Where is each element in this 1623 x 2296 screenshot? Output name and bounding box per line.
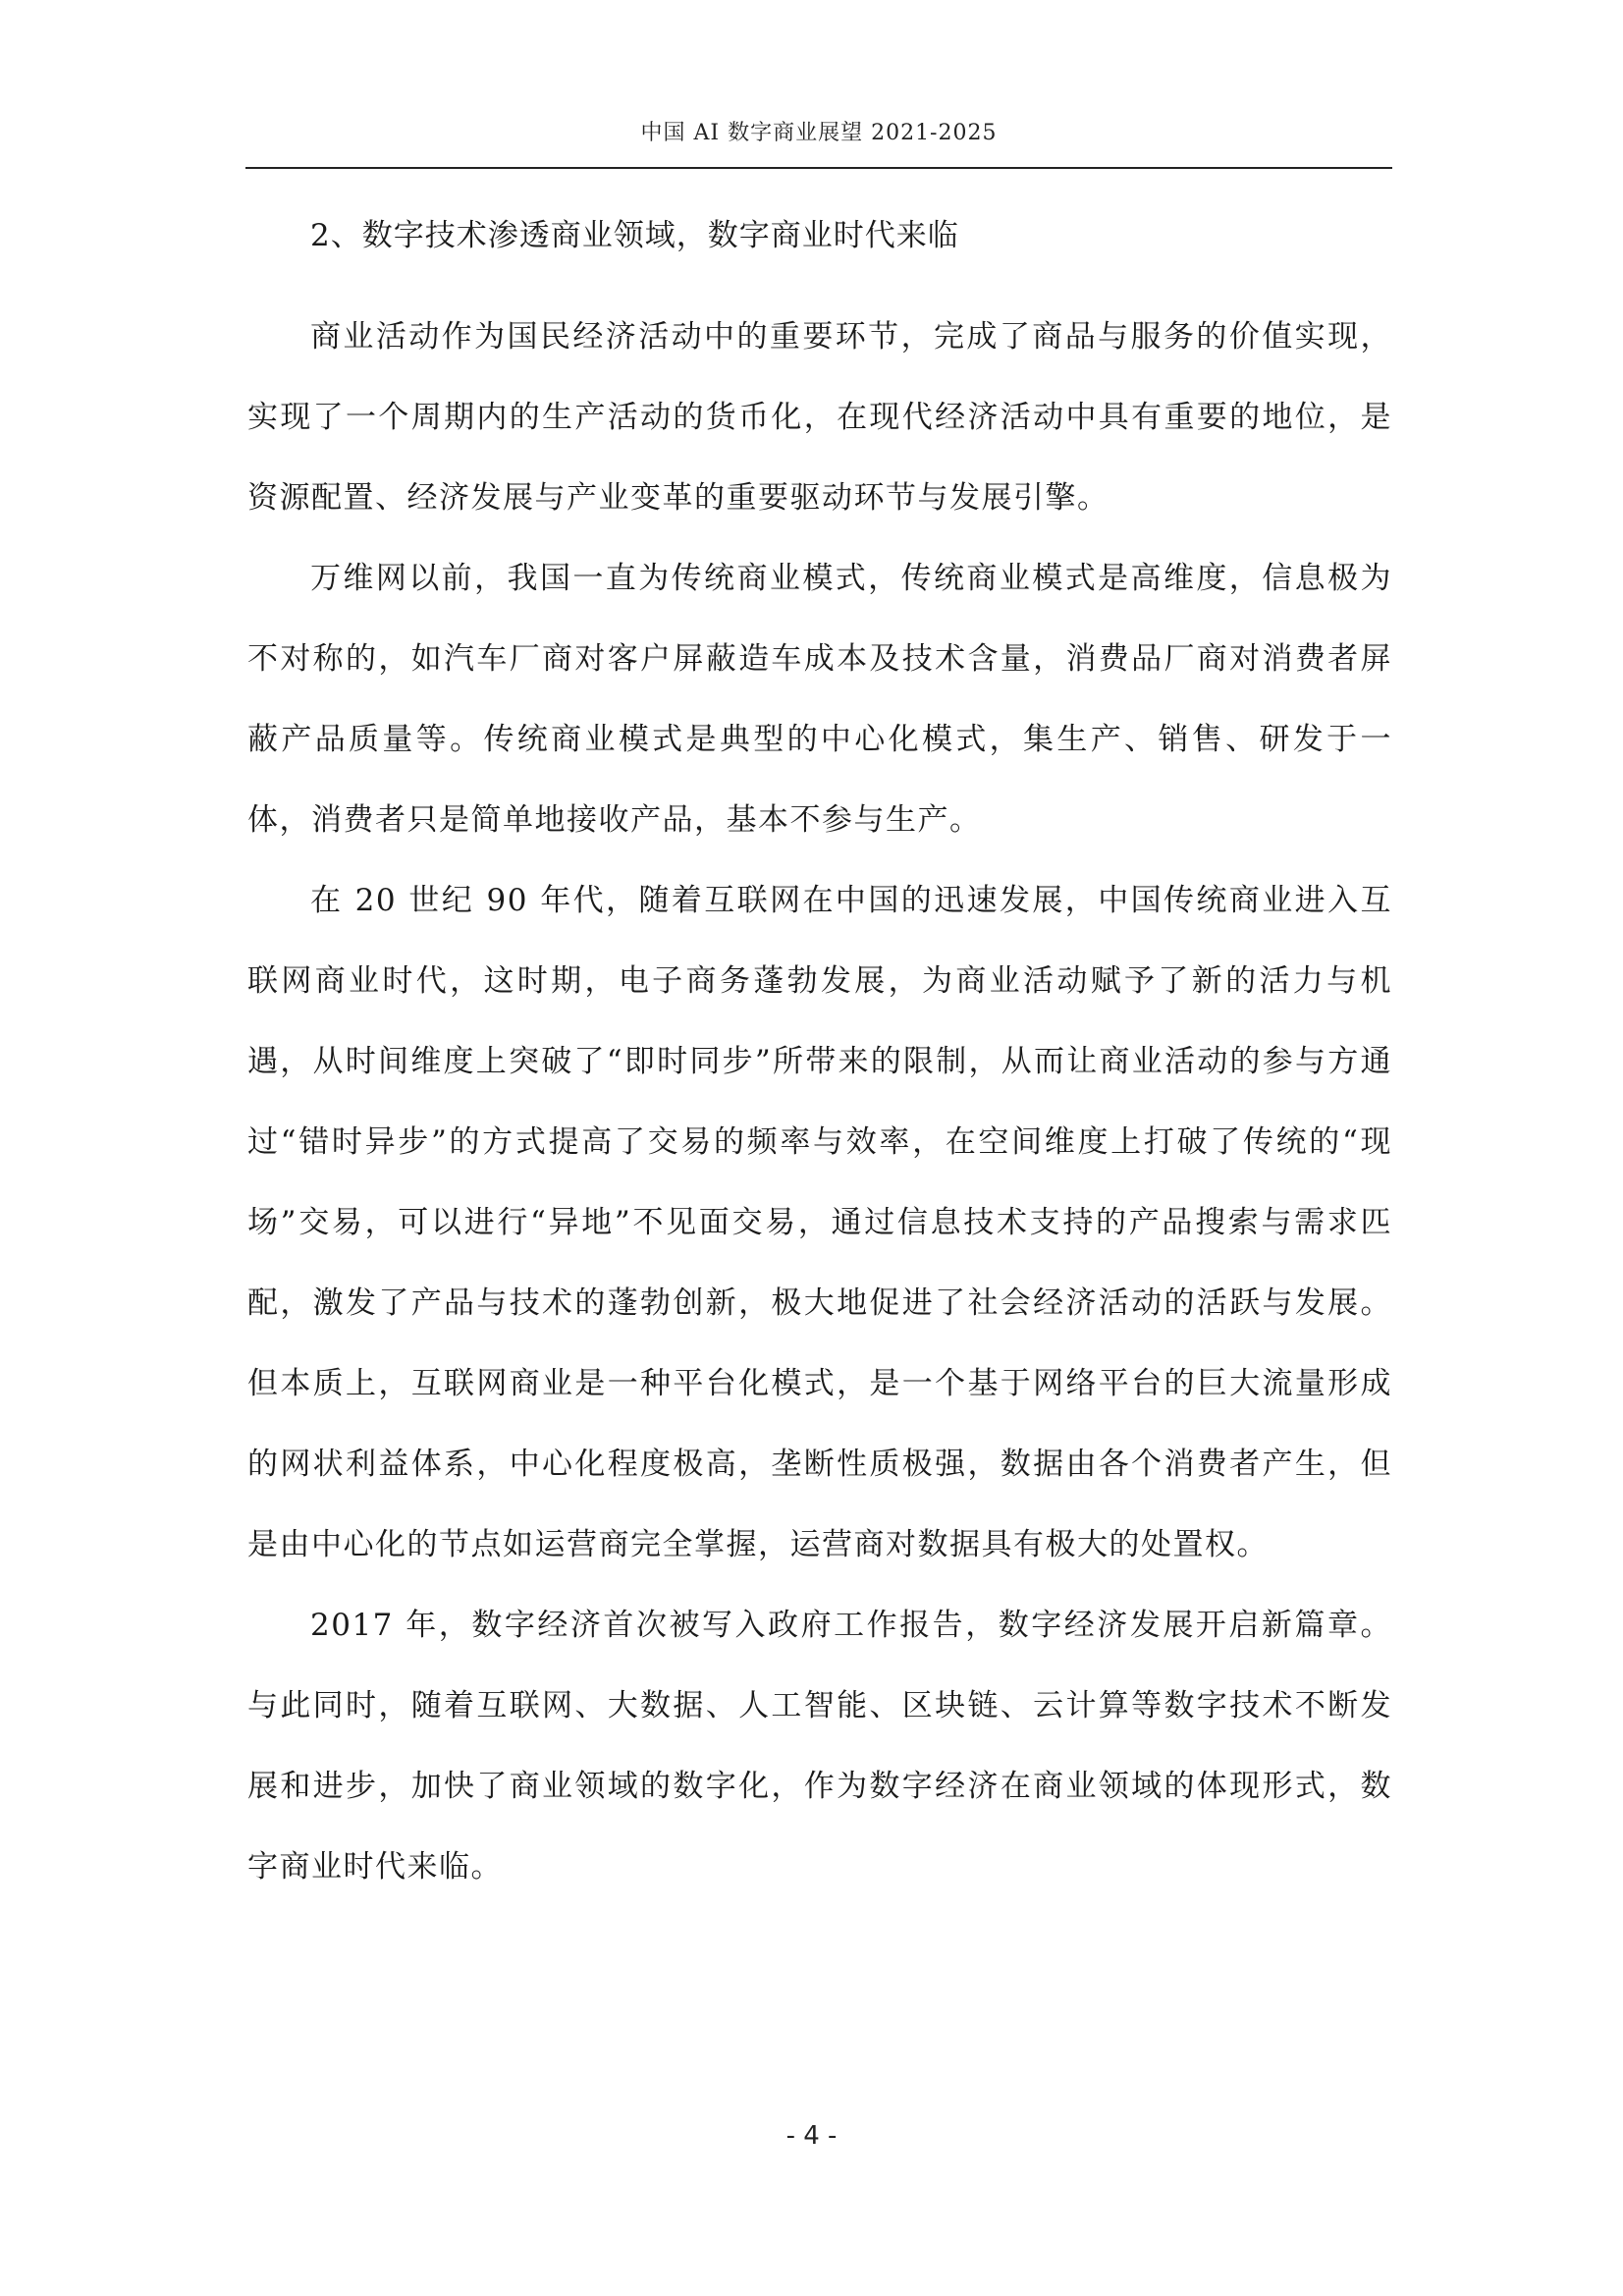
page-number: - 4 -: [785, 2121, 838, 2151]
paragraph-3: 在 20 世纪 90 年代，随着互联网在中国的迅速发展，中国传统商业进入互联网商业时代，这时期，电子商务蓬勃发展，为商业活动赋予了新的活力与机遇，从时间维度上突破了“即时同步”所带来的限制，从而让商业活动的参与方通过“错时异步”的方式提高了交易的频率与效率，在空间维度上打破了传统的“现场”交易，可以进行“异地”不见面交易，通过信息技术支持的产品搜索与需求匹配，激发了产品与技术的蓬勃创新，极大地促进了社会经济活动的活跃与发展。但本质上，互联网商业是一种平台化模式，是一个基于网络平台的巨大流量形成的网状利益体系，中心化程度极高，垄断性质极强，数据由各个消费者产生，但是由中心化的节点如运营商完全掌握，运营商对数据具有极大的处置权。: [247, 883, 1392, 1562]
running-header: 中国 AI 数字商业展望 2021-2025: [640, 121, 998, 145]
paragraph-2: 万维网以前，我国一直为传统商业模式，传统商业模式是高维度，信息极为不对称的，如汽车厂商对客户屏蔽造车成本及技术含量，消费品厂商对消费者屏蔽产品质量等。传统商业模式是典型的中心化模式，集生产、销售、研发于一体，消费者只是简单地接收产品，基本不参与生产。: [247, 561, 1392, 838]
paragraph-1: 商业活动作为国民经济活动中的重要环节，完成了商品与服务的价值实现，实现了一个周期内的生产活动的货币化，在现代经济活动中具有重要的地位，是资源配置、经济发展与产业变革的重要驱动环节与发展引擎。: [247, 319, 1392, 516]
header-divider: [245, 167, 1392, 169]
paragraph-4: 2017 年，数字经济首次被写入政府工作报告，数字经济发展开启新篇章。与此同时，随着互联网、大数据、人工智能、区块链、云计算等数字技术不断发展和进步，加快了商业领域的数字化，作为数字经济在商业领域的体现形式，数字商业时代来临。: [247, 1608, 1392, 1885]
document-body: [247, 214, 1392, 1907]
section-heading: 2、数字技术渗透商业领域，数字商业时代来临: [310, 218, 959, 253]
